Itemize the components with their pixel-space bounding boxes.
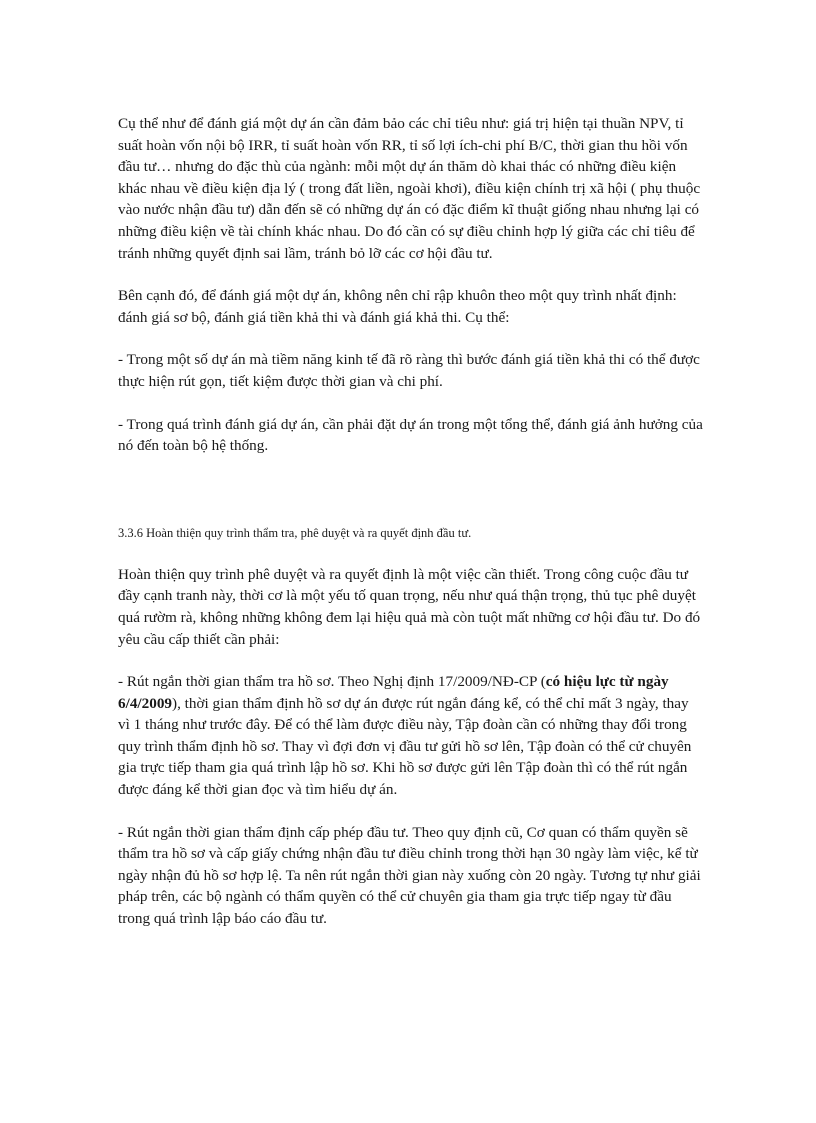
- list-item-text-after: ), thời gian thẩm định hồ sơ dự án được rút ngắn đáng kể, có thể chỉ mất 3 ngày, thay vì 1 tháng như trước đây. Để có thể làm được điều này, Tập đoàn cần có những thay đổi trong quy trình thẩm định hồ sơ. Thay vì đợi đơn vị đầu tư gửi hồ sơ lên, Tập đoàn có thể cử chuyên gia trực tiếp tham gia quá trình lập hồ sơ. Khi hồ sơ được gửi lên Tập đoàn thì có thể rút ngắn được đáng kể thời gian đọc và tìm hiểu dự án.: [118, 694, 692, 799]
- list-item-shorten-licensing: - Rút ngắn thời gian thẩm định cấp phép đầu tư. Theo quy định cũ, Cơ quan có thẩm quyền sẽ thẩm tra hồ sơ và cấp giấy chứng nhận đầu tư điều chỉnh trong thời hạn 30 ngày làm việc, kể từ ngày nhận đủ hồ sơ hợp lệ. Ta nên rút ngắn thời gian này xuống còn 20 ngày. Tương tự như giải pháp trên, các bộ ngành có thẩm quyền có thể cử chuyên gia tham gia trực tiếp ngay từ đầu trong quá trình lập báo cáo đầu tư.: [118, 823, 701, 928]
- section-heading: 3.3.6 Hoàn thiện quy trình thẩm tra, phê duyệt và ra quyết định đầu tư.: [118, 525, 472, 540]
- document-body: [118, 113, 704, 951]
- section-spacer: [118, 478, 704, 524]
- paragraph-approval-intro: Hoàn thiện quy trình phê duyệt và ra quyết định là một việc cần thiết. Trong công cuộc đầu tư đầy cạnh tranh này, thời cơ là một yếu tố quan trọng, nếu như quá thận trọng, thủ tục phê duyệt quá rườm rà, không những không đem lại hiệu quả mà còn tuột mất những cơ hội đầu tư. Do đó yêu cầu cấp thiết cần phải:: [118, 565, 701, 648]
- list-item-text-before: - Rút ngắn thời gian thẩm tra hồ sơ. Theo Nghị định 17/2009/NĐ-CP (: [118, 673, 546, 691]
- list-item-prefeasibility: - Trong một số dự án mà tiềm năng kinh tế đã rõ ràng thì bước đánh giá tiền khả thi có thể được thực hiện rút gọn, tiết kiệm được thời gian và chi phí.: [118, 351, 700, 390]
- paragraph-evaluation-criteria: Cụ thể như để đánh giá một dự án cần đảm bảo các chỉ tiêu như: giá trị hiện tại thuần NPV, tỉ suất hoàn vốn nội bộ IRR, tỉ suất hoàn vốn RR, tỉ số lợi ích-chi phí B/C, thời gian thu hồi vốn đầu tư… nhưng do đặc thù của ngành: mỗi một dự án thăm dò khai thác có những điều kiện khác nhau về điều kiện địa lý ( trong đất liền, ngoài khơi), điều kiện chính trị xã hội ( phụ thuộc vào nước nhận đầu tư) dẫn đến sẽ có những dự án có đặc điểm kĩ thuật giống nhau nhưng lại có những điều kiện về tài chính khác nhau. Do đó cần có sự điều chỉnh hợp lý giữa các chỉ tiêu để tránh những quyết định sai lầm, tránh bỏ lỡ các cơ hội đầu tư.: [118, 115, 701, 262]
- list-item-shorten-review: [118, 671, 704, 801]
- effective-date-emphasis: có hiệu lực từ ngày 6/4/2009: [118, 673, 669, 712]
- paragraph-evaluation-process: Bên cạnh đó, để đánh giá một dự án, không nên chỉ rập khuôn theo một quy trình nhất định: đánh giá sơ bộ, đánh giá tiền khả thi và đánh giá khả thi. Cụ thể:: [118, 287, 677, 326]
- list-item-system-impact: - Trong quá trình đánh giá dự án, cần phải đặt dự án trong một tổng thể, đánh giá ảnh hưởng của nó đến toàn bộ hệ thống.: [118, 415, 703, 455]
